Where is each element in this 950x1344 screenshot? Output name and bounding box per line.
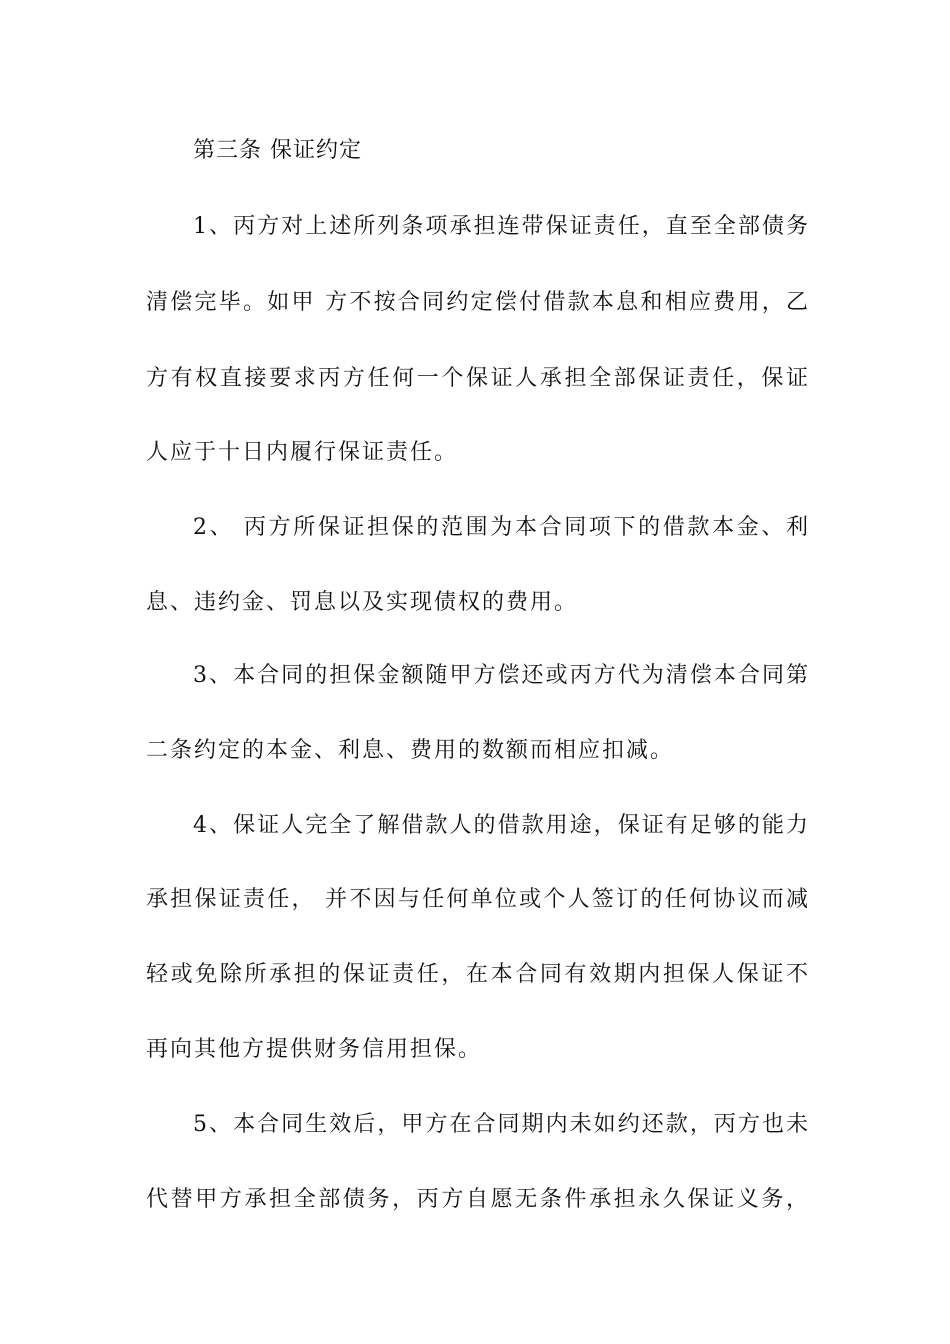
clause-4-line-3: 轻或免除所承担的保证责任，在本合同有效期内担保人保证不 bbox=[146, 962, 810, 987]
clause-5-line-1: 5、本合同生效后，甲方在合同期内未如约还款，丙方也未 bbox=[193, 1112, 810, 1137]
clause-4-line-2: 承担保证责任， 并不因与任何单位或个人签订的任何协议而减 bbox=[146, 887, 810, 912]
clause-4-line-4: 再向其他方提供财务信用担保。 bbox=[146, 1037, 483, 1062]
article-heading: 第三条 保证约定 bbox=[193, 138, 362, 163]
clause-1-line-1: 1、丙方对上述所列条项承担连带保证责任，直至全部债务 bbox=[193, 214, 810, 239]
clause-1-line-3: 方有权直接要求丙方任何一个保证人承担全部保证责任，保证 bbox=[146, 366, 810, 391]
clause-1-line-2: 清偿完毕。如甲 方不按合同约定偿付借款本息和相应费用，乙 bbox=[146, 290, 810, 315]
clause-1-line-4: 人应于十日内履行保证责任。 bbox=[146, 440, 459, 465]
clause-2-line-1: 2、 丙方所保证担保的范围为本合同项下的借款本金、利 bbox=[193, 515, 810, 540]
clause-5-line-2: 代替甲方承担全部债务，丙方自愿无条件承担永久保证义务， bbox=[146, 1187, 810, 1212]
clause-3-line-1: 3、本合同的担保金额随甲方偿还或丙方代为清偿本合同第 bbox=[193, 663, 810, 688]
clause-4-line-1: 4、保证人完全了解借款人的借款用途，保证有足够的能力 bbox=[193, 813, 810, 838]
clause-2-line-2: 息、违约金、罚息以及实现债权的费用。 bbox=[146, 590, 579, 615]
clause-3-line-2: 二条约定的本金、利息、费用的数额而相应扣减。 bbox=[146, 738, 675, 763]
